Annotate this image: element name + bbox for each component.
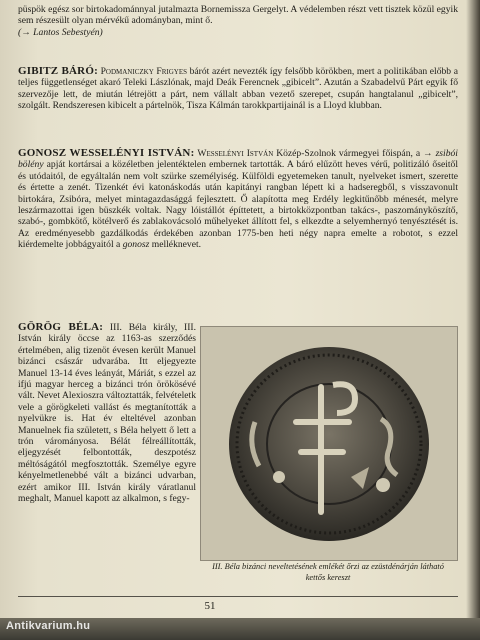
entry-gonosz-text3: melléknevet.	[149, 239, 202, 251]
entry-gibitz-text: bárót azért nevezték így felsőbb körökben, mert a politikában előbb a teljes függetlenséget akaró Teleki Lászlónak, majd Deák Ferencnek „gibicelt”. Azután a Szabadelvű Párt egyik fő szervezője lett, de miután létrejött a párt, nem vállalt abban vezető szerepet, csupán hangtalanul „gibicelt”, szolgált. Rendszeresen kibicelt a pártelnök, Tisza Kálmán tarokkpartijainál is a Lloyd klubban.	[18, 66, 458, 112]
entry-gorog-title: GÖRÖG BÉLA:	[18, 321, 104, 333]
coin-caption: III. Béla bizánci neveltetésének emlékét őrzi az ezüstdénárján látható kettős kereszt	[212, 562, 444, 582]
entry-gorog	[18, 322, 196, 505]
intro-paragraph	[18, 4, 458, 38]
entry-gonosz-name: Wesselényi István	[197, 148, 274, 159]
intro-text: püspök egész sor birtokadománnyal jutalmazta Bornemissza Gergelyt. A védelemben részt vett tisztek közül egyik sem részesült olyan mérvékű adományban, mint ő.	[18, 4, 458, 27]
entry-gonosz-epithet: gonosz	[122, 239, 150, 251]
page-edge-shadow	[466, 0, 480, 640]
entry-gibitz-title: GIBITZ BÁRÓ:	[18, 65, 98, 77]
entry-gonosz-text1: Közép-Szolnok vármegyei főispán, a →	[273, 148, 436, 159]
coin-image-icon	[201, 327, 457, 560]
footer-rule	[18, 596, 458, 597]
entry-gonosz-title: GONOSZ WESSELÉNYI ISTVÁN:	[18, 147, 195, 159]
page-number: 51	[204, 600, 216, 612]
entry-gonosz-link: zsibói bölény	[18, 148, 458, 171]
entry-gibitz-name: Podmaniczky Frigyes	[100, 66, 187, 77]
coin-figure	[200, 326, 458, 561]
entry-gonosz-text2: apját kortársai a közéletben jelentéktelen embernek tartották. A báró elűzött heves vérű, politizáló őseitől és utódaitól, de egyáltalán nem volt szürke személyiség. Külföldi egyetemeken tanult, nyelveket ismert, szerette és értette a zenét. Tizenkét évi katonáskodás után kapitányi rangban lépett ki a hadseregből, s visszavonult birtokára, Zsibóra, melyet mintagazdasággá fejlesztett. Ő alapította meg Erdély legkitűnőbb ménesét, melyre leszármazottai igen büszkék voltak. Nagy lóistállót építtetett, a birtokközpontban takács-, paszományköszítő, szabó-, gombkötő, kötélverő és zablakovácsoló műhelyeket állított fel, s elkezdte a selyemhernyó tenyésztését is. Az eredményesebb gazdálkodás érdekében azonban 1775-ben heti négy napra emelte a robotot, s ezzel kiérdemelte jobbágyaitól a	[18, 159, 458, 251]
watermark: Antikvarium.hu	[6, 620, 91, 632]
entry-gorog-text: III. Béla király, III. István király öccse az 1163-as szerződés értelmében, alig tizenöt évesen került Manuel bizánci császár udvarába. Itt eljegyezte Manuel 13-14 éves leányát, Máriát, s ezzel az ifjú magyar herceg a bizánci trón örökösévé vált. Nevet Alexioszra változtatták, felvételetk vele a görögkeleti vallást és megtanították a nyelvükre is. Hat év elteltével azonban Manuelnek fia született, s Béla helyett ő lett a trón várományosa. Bélát félreállították, eljegyzését felbontották, deszpotész méltóságától megfosztották. Személye egyre kényelmetlenebbé vált a bizánci udvarban, ezért amikor III. István király váratlanul meghalt, Manuel kapott az alkalmon, s fegy-	[18, 322, 196, 505]
intro-see-also: (→ Lantos Sebestyén)	[18, 26, 103, 38]
entry-gibitz	[18, 66, 458, 112]
entry-gonosz	[18, 148, 458, 251]
